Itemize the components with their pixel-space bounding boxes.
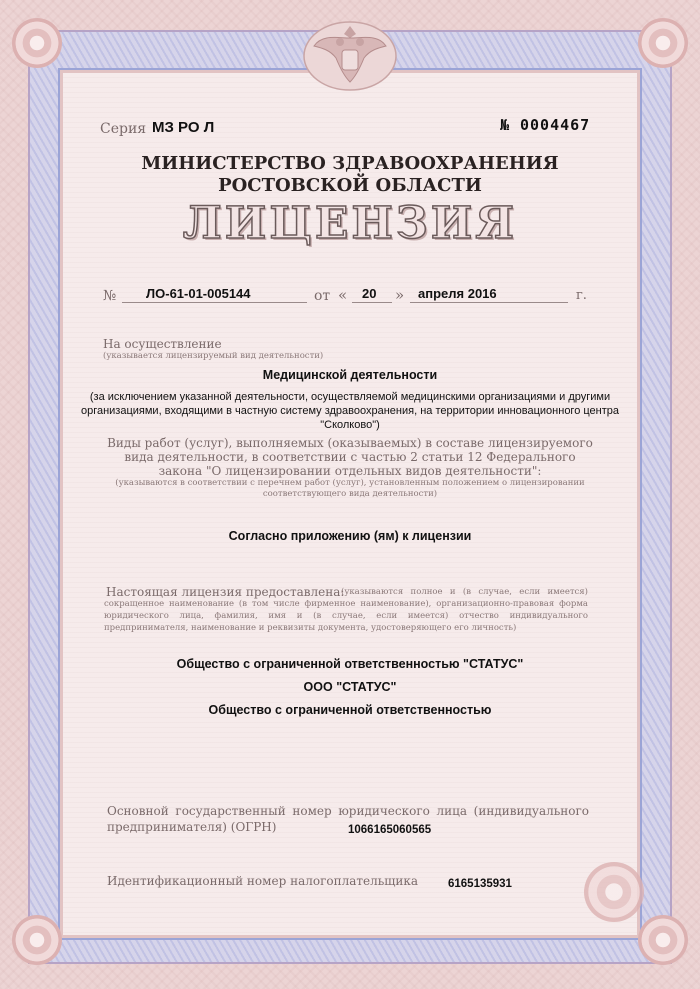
licensee-short-name: ООО "СТАТУС" (303, 680, 397, 694)
year-suffix: г. (576, 288, 587, 303)
underline (122, 302, 307, 303)
licensee-full-name: Общество с ограниченной ответственностью "СТАТУС" (176, 657, 524, 671)
works-hint: (указываются в соответствии с перечнем работ (услуг), установленным положением о лицензировании соответствующего вида деятельности) (115, 478, 585, 499)
works-text: Виды работ (услуг), выполняемых (оказываемых) в составе лицензируемого вида деятельности, в соответствии с частью 2 статьи 12 Федерального закона "О лицензировании отдельных видов деятельности": (107, 436, 593, 478)
corner-rosette-icon (12, 915, 62, 965)
document-title: ЛИЦЕНЗИЯ (182, 198, 518, 249)
license-number: ЛО-61-01-005144 (146, 286, 251, 301)
corner-rosette-icon (12, 18, 62, 68)
inn-label: Идентификационный номер налогоплательщика (107, 874, 419, 888)
corner-rosette-icon (638, 915, 688, 965)
ogrn-label: Основной государственный номер юридического лица (индивидуального предпринимателя) (ОГРН) (107, 804, 589, 834)
watermark-rosette-icon (584, 862, 644, 922)
series-label: Серия (100, 121, 147, 137)
series-value: МЗ РО Л (152, 119, 215, 136)
activity-exclusion: (за исключением указанной деятельности, осуществляемой медицинскими организациями и другими организациями, входящими в частную систему здравоохранения, на территории инновационного центра "Сколково") (80, 391, 620, 431)
ministry-name-line2: РОСТОВСКОЙ ОБЛАСТИ (218, 175, 482, 196)
ministry-name-line1: МИНИСТЕРСТВО ЗДРАВООХРАНЕНИЯ (141, 153, 559, 174)
activity-label: На осуществление (103, 337, 222, 351)
corner-rosette-icon (638, 18, 688, 68)
licensee-hint: (указываются полное и (в случае, если имеется) сокращенное наименование (в том числе фирменное наименование), организационно-правовая форма юридического лица, фамилия, имя и (в случае, если имеется) отчество индивидуального предпринимателя, наименование и реквизиты документа, удостоверяющего его личность) (104, 587, 588, 633)
quote-close: » (395, 286, 405, 304)
from-label: от (314, 288, 331, 304)
works-value: Согласно приложению (ям) к лицензии (228, 529, 472, 543)
ogrn-value: 1066165060565 (348, 824, 432, 836)
license-day: 20 (362, 286, 377, 301)
quote-open: « (338, 286, 348, 304)
coat-of-arms-icon (300, 12, 400, 92)
underline (352, 302, 392, 303)
blank-number: 0004467 (520, 116, 591, 134)
number-label: № (500, 116, 510, 134)
underline (410, 302, 568, 303)
licensee-legal-form: Общество с ограниченной ответственностью (208, 703, 492, 717)
inn-value: 6165135931 (448, 878, 512, 890)
licensee-label: Настоящая лицензия предоставлена: (106, 585, 345, 599)
license-no-label: № (103, 288, 117, 304)
activity-hint: (указывается лицензируемый вид деятельности) (103, 351, 324, 361)
license-month-year: апреля 2016 (418, 286, 497, 301)
activity-value: Медицинской деятельности (262, 368, 438, 382)
